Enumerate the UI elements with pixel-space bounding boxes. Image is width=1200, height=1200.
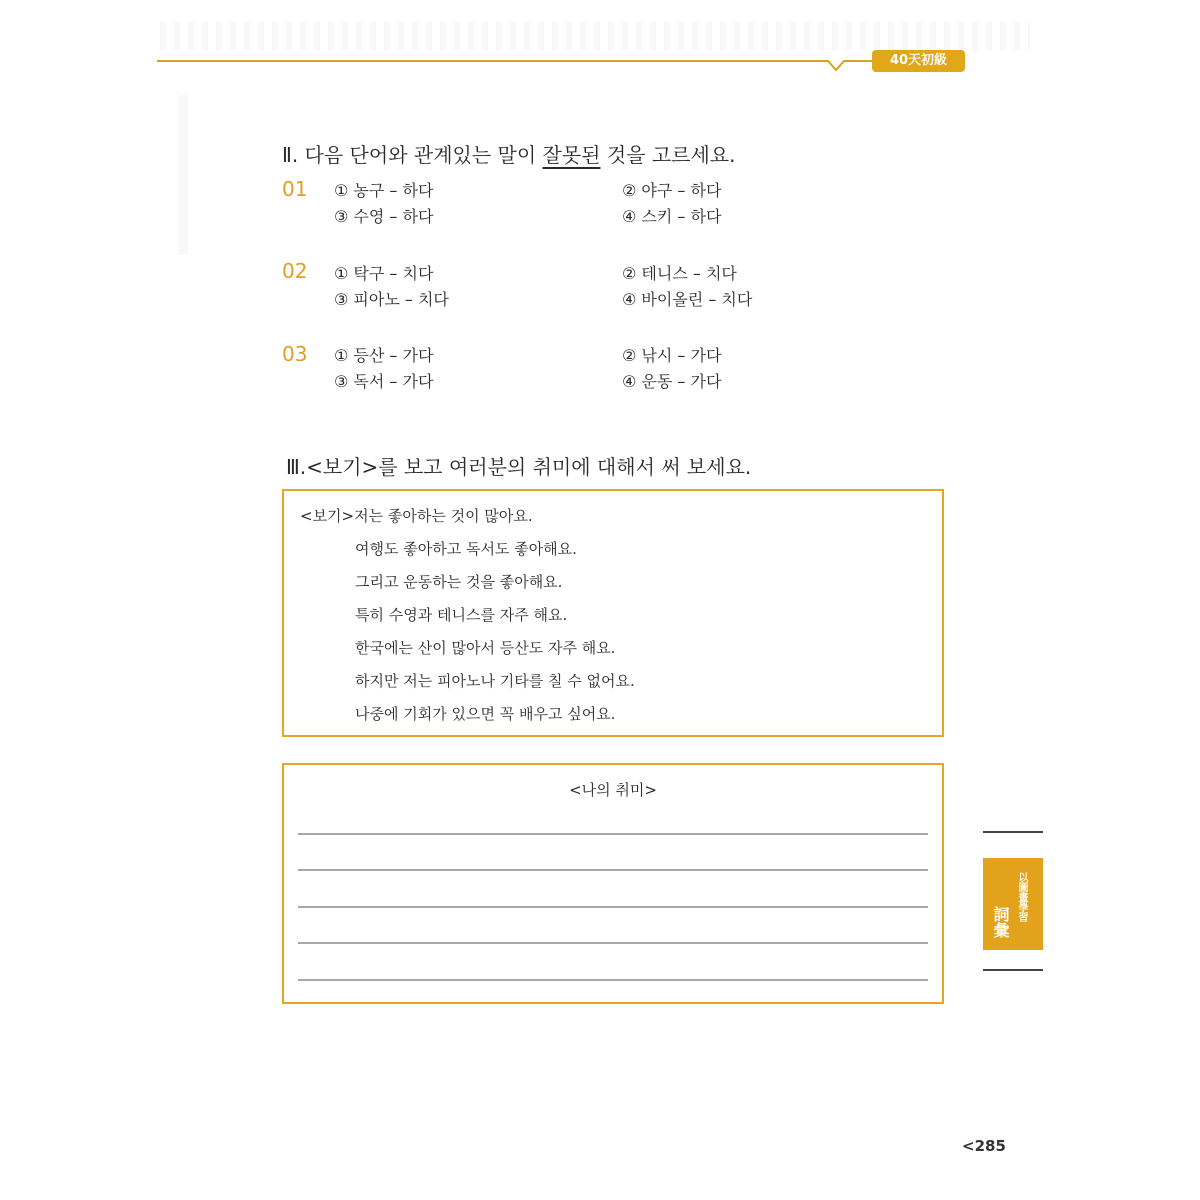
side-tab-subtitle: 以圖畫學習 bbox=[1016, 872, 1027, 922]
example-line-6: 하지만 저는 피아노나 기타를 칠 수 없어요. bbox=[355, 672, 635, 690]
example-line-2: 여행도 좋아하고 독서도 좋아해요. bbox=[355, 540, 577, 558]
level-badge: 40天初級 bbox=[872, 50, 965, 72]
side-tab-title: 詞彙 bbox=[991, 906, 1010, 938]
writing-line[interactable] bbox=[298, 906, 928, 908]
writing-title: <나의 취미> bbox=[569, 781, 657, 799]
example-line-5: 한국에는 산이 많아서 등산도 자주 해요. bbox=[355, 639, 616, 657]
section-3-title: Ⅲ.<보기>를 보고 여러분의 취미에 대해서 써 보세요. bbox=[286, 455, 752, 479]
writing-line[interactable] bbox=[298, 942, 928, 944]
writing-line[interactable] bbox=[298, 869, 928, 871]
section-2-title-underlined: 잘못된 bbox=[542, 143, 601, 167]
side-tab-rule-bottom bbox=[983, 969, 1043, 971]
example-line-3: 그리고 운동하는 것을 좋아해요. bbox=[355, 573, 563, 591]
question-number: 03 bbox=[282, 342, 308, 366]
section-2-title-start: Ⅱ. 다음 단어와 관계있는 말이 bbox=[282, 143, 543, 167]
question-number: 02 bbox=[282, 259, 308, 283]
option-3: ③ 독서 – 가다 bbox=[334, 372, 434, 391]
section-2-title bbox=[282, 139, 735, 168]
example-text: 저는 좋아하는 것이 많아요. bbox=[354, 507, 533, 525]
faded-margin-mark bbox=[178, 95, 188, 255]
option-4: ④ 운동 – 가다 bbox=[622, 372, 722, 391]
section-2-title-end: 것을 고르세요. bbox=[600, 143, 736, 167]
option-2: ② 테니스 – 치다 bbox=[622, 264, 737, 283]
page-number: <285 bbox=[962, 1137, 1006, 1155]
option-1: ① 탁구 – 치다 bbox=[334, 264, 434, 283]
example-line-1 bbox=[300, 505, 533, 526]
writing-line[interactable] bbox=[298, 979, 928, 981]
option-4: ④ 스키 – 하다 bbox=[622, 207, 722, 226]
option-2: ② 낚시 – 가다 bbox=[622, 346, 722, 365]
option-3: ③ 수영 – 하다 bbox=[334, 207, 434, 226]
option-4: ④ 바이올린 – 치다 bbox=[622, 290, 753, 309]
example-line-7: 나중에 기회가 있으면 꼭 배우고 싶어요. bbox=[355, 705, 616, 723]
option-1: ① 농구 – 하다 bbox=[334, 181, 434, 200]
example-label: <보기> bbox=[300, 507, 355, 525]
option-2: ② 야구 – 하다 bbox=[622, 181, 722, 200]
example-line-4: 특히 수영과 테니스를 자주 해요. bbox=[355, 606, 568, 624]
side-tab-rule-top bbox=[983, 831, 1043, 833]
option-1: ① 등산 – 가다 bbox=[334, 346, 434, 365]
header-rule bbox=[0, 0, 1200, 90]
question-number: 01 bbox=[282, 177, 308, 201]
option-3: ③ 피아노 – 치다 bbox=[334, 290, 449, 309]
writing-line[interactable] bbox=[298, 833, 928, 835]
